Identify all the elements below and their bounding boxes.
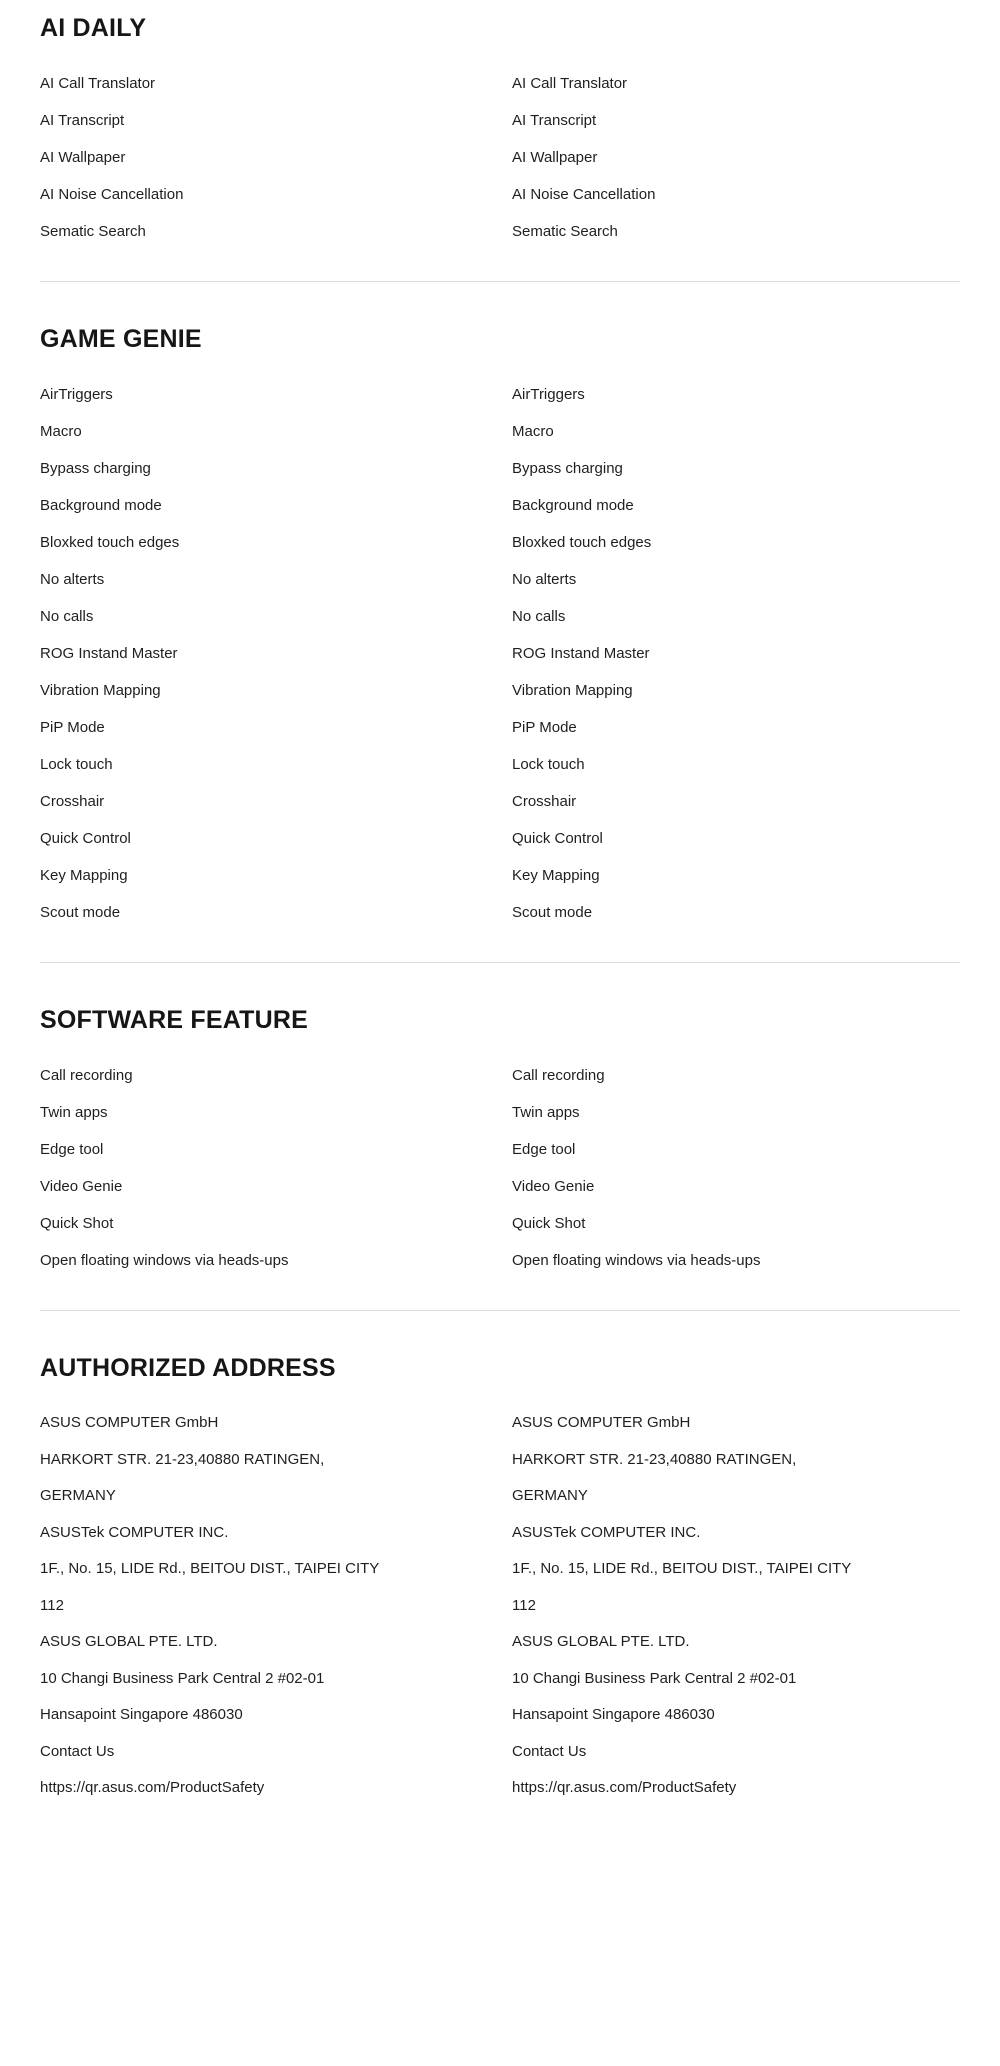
address-line: ASUS GLOBAL PTE. LTD. (40, 1633, 218, 1650)
list-item: Scout mode (40, 904, 121, 921)
list-item: Bypass charging (40, 460, 151, 477)
list-item: Macro (40, 423, 82, 440)
address-line: Hansapoint Singapore 486030 (40, 1706, 243, 1723)
address-line: HARKORT STR. 21-23,40880 RATINGEN, (40, 1450, 325, 1468)
spacer (40, 1383, 960, 1405)
list-item: Video Genie (512, 1178, 595, 1195)
column-right-game-genie (500, 376, 960, 931)
list-item: Bypass charging (512, 460, 623, 477)
spacer (40, 354, 960, 376)
list-item: Macro (512, 423, 554, 440)
list-item: Background mode (40, 497, 162, 514)
list-item: Vibration Mapping (40, 682, 161, 699)
section-title-software-feature: SOFTWARE FEATURE (40, 1006, 309, 1034)
list-item: Edge tool (40, 1141, 104, 1158)
list-item: AI Transcript (512, 112, 597, 129)
list-item: ROG Instand Master (512, 645, 650, 662)
address-line: ASUS COMPUTER GmbH (512, 1414, 691, 1431)
product-safety-link[interactable]: https://qr.asus.com/ProductSafety (40, 1779, 265, 1796)
section-title-game-genie: GAME GENIE (40, 325, 202, 353)
list-item: Quick Control (40, 830, 131, 847)
column-left-game-genie (40, 376, 500, 931)
address-line: 112 (512, 1596, 536, 1614)
column-left-authorized-address (40, 1405, 500, 1807)
column-right-authorized-address (500, 1405, 960, 1807)
address-line: GERMANY (40, 1487, 116, 1504)
spacer (40, 963, 960, 1005)
list-item: Bloxked touch edges (512, 534, 652, 551)
list-item: Call recording (40, 1067, 133, 1084)
list-item: Vibration Mapping (512, 682, 633, 699)
section-columns-game-genie (40, 376, 960, 931)
address-line: 1F., No. 15, LIDE Rd., BEITOU DIST., TAIPEI CITY (40, 1560, 380, 1577)
list-item: No calls (512, 608, 566, 625)
address-line: 1F., No. 15, LIDE Rd., BEITOU DIST., TAIPEI CITY (512, 1560, 852, 1577)
list-item: AI Call Translator (512, 75, 628, 92)
spacer (40, 1279, 960, 1310)
product-safety-link[interactable]: https://qr.asus.com/ProductSafety (512, 1779, 737, 1796)
list-item: Edge tool (512, 1141, 576, 1158)
address-line: ASUS COMPUTER GmbH (40, 1414, 219, 1431)
list-item: AI Noise Cancellation (512, 186, 656, 203)
list-item: No calls (40, 608, 94, 625)
list-item: Quick Shot (512, 1215, 586, 1232)
address-line: ASUSTek COMPUTER INC. (512, 1523, 701, 1541)
spacer (40, 250, 960, 281)
section-columns-software-feature (40, 1057, 960, 1279)
section-columns-ai-daily (40, 65, 960, 250)
list-item: PiP Mode (512, 719, 577, 736)
list-item: Crosshair (40, 793, 105, 810)
list-item: Open floating windows via heads-ups (512, 1252, 761, 1269)
list-item: AirTriggers (40, 386, 113, 403)
section-title-ai-daily: AI DAILY (40, 14, 147, 42)
address-line: 10 Changi Business Park Central 2 #02-01 (512, 1669, 797, 1687)
column-left-software-feature (40, 1057, 500, 1279)
list-item: PiP Mode (40, 719, 105, 736)
list-item: AI Transcript (40, 112, 125, 129)
list-item: AirTriggers (512, 386, 585, 403)
list-item: Open floating windows via heads-ups (40, 1252, 289, 1269)
contact-us-link[interactable]: Contact Us (40, 1742, 115, 1760)
address-line: 112 (40, 1596, 64, 1614)
list-item: Call recording (512, 1067, 605, 1084)
list-item: Crosshair (512, 793, 577, 810)
list-item: AI Noise Cancellation (40, 186, 184, 203)
list-item: AI Call Translator (40, 75, 156, 92)
section-ai-daily (40, 13, 960, 250)
list-item: Lock touch (512, 756, 585, 773)
list-item: Key Mapping (40, 867, 128, 884)
address-line: ASUSTek COMPUTER INC. (40, 1523, 229, 1541)
section-columns-authorized-address (40, 1405, 960, 1807)
list-item: Key Mapping (512, 867, 600, 884)
address-line: ASUS GLOBAL PTE. LTD. (512, 1633, 690, 1650)
section-authorized-address (40, 1353, 960, 1807)
list-item: Bloxked touch edges (40, 534, 180, 551)
column-right-ai-daily (500, 65, 960, 250)
list-item: Video Genie (40, 1178, 123, 1195)
list-item: Quick Control (512, 830, 603, 847)
spacer (40, 1035, 960, 1057)
address-line: GERMANY (512, 1487, 588, 1504)
section-title-authorized-address: AUTHORIZED ADDRESS (40, 1354, 336, 1382)
list-item: Background mode (512, 497, 634, 514)
address-line: Hansapoint Singapore 486030 (512, 1706, 715, 1723)
list-item: Sematic Search (40, 223, 146, 240)
contact-us-link[interactable]: Contact Us (512, 1742, 587, 1760)
column-left-ai-daily (40, 65, 500, 250)
list-item: AI Wallpaper (40, 149, 126, 166)
spacer (40, 282, 960, 324)
list-item: AI Wallpaper (512, 149, 598, 166)
list-item: No alterts (512, 571, 577, 588)
list-item: Twin apps (40, 1104, 108, 1121)
list-item: Lock touch (40, 756, 113, 773)
spacer-top (40, 0, 960, 13)
spacer (40, 931, 960, 962)
spacer (40, 43, 960, 65)
list-item: Twin apps (512, 1104, 580, 1121)
section-software-feature (40, 1005, 960, 1279)
list-item: Quick Shot (40, 1215, 114, 1232)
spacer (40, 1311, 960, 1353)
address-line: HARKORT STR. 21-23,40880 RATINGEN, (512, 1450, 797, 1468)
list-item: ROG Instand Master (40, 645, 178, 662)
address-line: 10 Changi Business Park Central 2 #02-01 (40, 1669, 325, 1687)
section-game-genie (40, 324, 960, 931)
list-item: Sematic Search (512, 223, 618, 240)
column-right-software-feature (500, 1057, 960, 1279)
list-item: No alterts (40, 571, 105, 588)
list-item: Scout mode (512, 904, 593, 921)
